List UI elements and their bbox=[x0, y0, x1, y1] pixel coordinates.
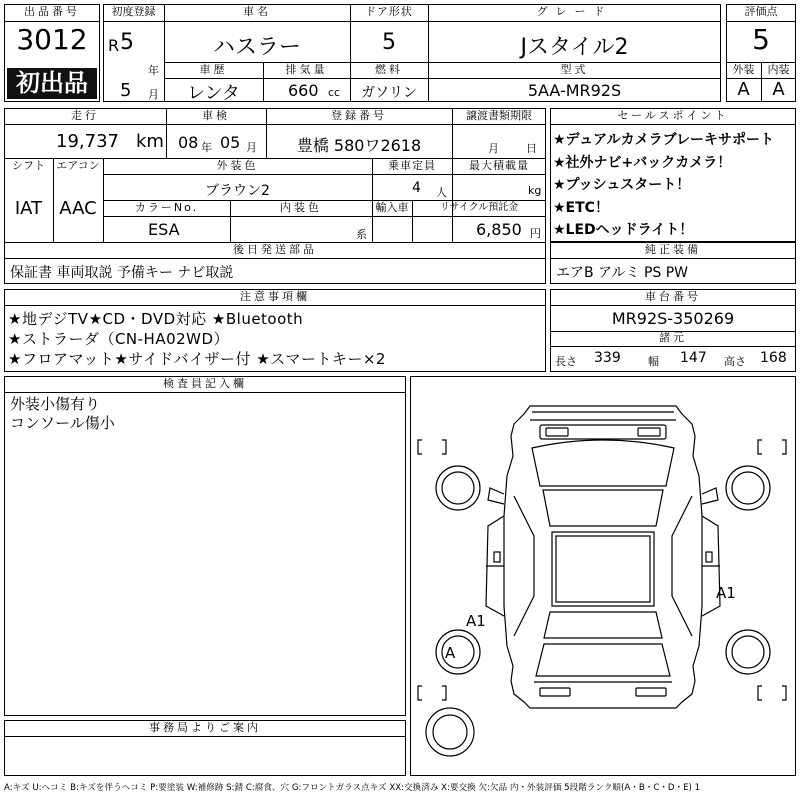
recycle-label: リサイクル預託金 bbox=[439, 202, 519, 213]
sales-point: ★プッシュスタート！ bbox=[553, 177, 691, 193]
sales-points-label: セールスポイント bbox=[617, 109, 729, 122]
damage-mark: A1 bbox=[716, 584, 736, 602]
reg-year-unit: 年 bbox=[148, 64, 159, 77]
sales-point: ★LEDヘッドライト！ bbox=[553, 222, 694, 238]
displacement-value: 660 bbox=[288, 81, 319, 100]
office-label: 事務局よりご案内 bbox=[149, 721, 261, 734]
mileage-unit: km bbox=[136, 131, 164, 152]
plate-label: 登録番号 bbox=[331, 109, 387, 122]
doors-value: 5 bbox=[382, 30, 396, 55]
plate-value: 豊橋 580ワ2618 bbox=[296, 136, 422, 155]
transfer-month-unit: 月 bbox=[488, 142, 499, 155]
lot-label: 出品番号 bbox=[24, 5, 80, 18]
capacity-unit: 人 bbox=[436, 186, 447, 199]
grade-value: Jスタイル2 bbox=[520, 35, 629, 60]
note-line: ★地デジTV★CD・DVD対応 ★Bluetooth bbox=[8, 310, 304, 328]
import-label: 輸入車 bbox=[375, 201, 409, 214]
reg-label: 初度登録 bbox=[111, 5, 156, 18]
history-label: 車歴 bbox=[199, 63, 228, 76]
int-score-label: 内装 bbox=[767, 63, 790, 76]
exterior-color-value: ブラウン2 bbox=[205, 183, 270, 199]
later-parts-label: 後日発送部品 bbox=[233, 243, 317, 256]
later-parts-value: 保証書 車両取説 予備キー ナビ取説 bbox=[10, 265, 234, 281]
damage-mark: A bbox=[445, 644, 456, 662]
recycle-unit: 円 bbox=[530, 227, 541, 240]
color-no-label: カラーNo. bbox=[134, 201, 199, 214]
inspector-label: 検査員記入欄 bbox=[163, 377, 247, 390]
interior-color-label: 内装色 bbox=[280, 201, 322, 214]
equipment-label: 純正装備 bbox=[645, 243, 701, 256]
model-label: 型式 bbox=[560, 63, 589, 76]
ext-score: A bbox=[737, 79, 750, 100]
doors-label: ドア形状 bbox=[365, 5, 413, 18]
shift-label: シフト bbox=[12, 159, 45, 172]
inspection-month: 05 bbox=[220, 133, 241, 152]
score-label: 評価点 bbox=[744, 5, 778, 18]
car-diagram bbox=[410, 376, 796, 776]
grade-label: グレード bbox=[536, 5, 613, 18]
specs-label: 諸元 bbox=[659, 331, 687, 344]
height-value: 168 bbox=[760, 350, 787, 366]
sales-points-list bbox=[553, 129, 774, 242]
ac-label: エアコン bbox=[56, 159, 100, 172]
ext-score-label: 外装 bbox=[732, 63, 755, 76]
interior-color-unit: 系 bbox=[356, 228, 367, 241]
inspector-line: コンソール傷小 bbox=[10, 414, 115, 432]
lot-number: 3012 bbox=[16, 23, 88, 56]
reg-era: R bbox=[108, 36, 120, 55]
equipment-value: エアB アルミ PS PW bbox=[556, 265, 689, 281]
fuel-value: ガソリン bbox=[361, 85, 417, 101]
reg-month-unit: 月 bbox=[148, 88, 159, 101]
sales-point: ★社外ナビ+バックカメラ！ bbox=[553, 154, 732, 171]
score-value: 5 bbox=[752, 23, 770, 56]
sales-point: ★ETC！ bbox=[553, 199, 609, 216]
reg-year: 5 bbox=[120, 30, 134, 55]
ac-value: AAC bbox=[59, 198, 97, 219]
notes-lines bbox=[8, 309, 386, 369]
inspector-lines bbox=[10, 395, 115, 433]
displacement-label: 排気量 bbox=[285, 63, 328, 76]
model-value: 5AA-MR92S bbox=[527, 81, 622, 100]
inspection-year-unit: 年 bbox=[201, 141, 212, 154]
length-value: 339 bbox=[594, 350, 621, 366]
history-value: レンタ bbox=[187, 83, 240, 104]
displacement-unit: cc bbox=[328, 86, 341, 99]
mileage-value: 19,737 bbox=[56, 131, 119, 152]
width-label: 幅 bbox=[648, 355, 659, 368]
notes-label: 注意事項欄 bbox=[240, 290, 310, 303]
reg-month: 5 bbox=[120, 80, 132, 101]
capacity-value: 4 bbox=[412, 180, 421, 196]
first-listing-badge: 初出品 bbox=[7, 68, 97, 99]
transfer-label: 譲渡書類期限 bbox=[466, 109, 532, 122]
legend-text: A:キズ U:ヘコミ B:キズを伴うヘコミ P:要塗装 W:補修跡 S:錆 C:腐食、穴 G:フロントガラス点キズ XX:交換済み X:要交換 欠:欠品 内・外装評価 5段階ランク順(A・B・C・D・E) 1 bbox=[4, 783, 701, 793]
max-load-unit: kg bbox=[528, 184, 542, 197]
color-no-value: ESA bbox=[148, 220, 180, 239]
height-label: 高さ bbox=[724, 355, 746, 368]
capacity-label: 乗車定員 bbox=[388, 159, 436, 172]
sales-point: ★デュアルカメラブレーキサポート bbox=[553, 132, 775, 148]
transfer-day-unit: 日 bbox=[526, 142, 537, 155]
damage-mark: A1 bbox=[466, 612, 486, 630]
inspection-month-unit: 月 bbox=[246, 141, 257, 154]
inspection-year: 08 bbox=[178, 133, 199, 152]
width-value: 147 bbox=[680, 350, 707, 366]
inspector-line: 外装小傷有り bbox=[10, 395, 101, 413]
shift-value: IAT bbox=[14, 198, 43, 219]
fuel-label: 燃料 bbox=[375, 63, 403, 76]
chassis-value: MR92S-350269 bbox=[611, 309, 735, 328]
length-label: 長さ bbox=[555, 355, 577, 368]
int-score: A bbox=[772, 79, 785, 100]
inspection-label: 車検 bbox=[202, 109, 230, 122]
car-label: 車名 bbox=[243, 5, 271, 18]
chassis-label: 車台番号 bbox=[645, 290, 701, 303]
mileage-label: 走行 bbox=[71, 109, 99, 122]
exterior-color-label: 外装色 bbox=[216, 159, 259, 172]
max-load-label: 最大積載量 bbox=[469, 159, 529, 172]
car-name: ハスラー bbox=[212, 35, 301, 60]
recycle-value: 6,850 bbox=[476, 220, 522, 239]
note-line: ★フロアマット★サイドバイザー付 ★スマートキー×2 bbox=[8, 350, 386, 368]
note-line: ★ストラーダ（CN-HA02WD） bbox=[8, 330, 230, 348]
